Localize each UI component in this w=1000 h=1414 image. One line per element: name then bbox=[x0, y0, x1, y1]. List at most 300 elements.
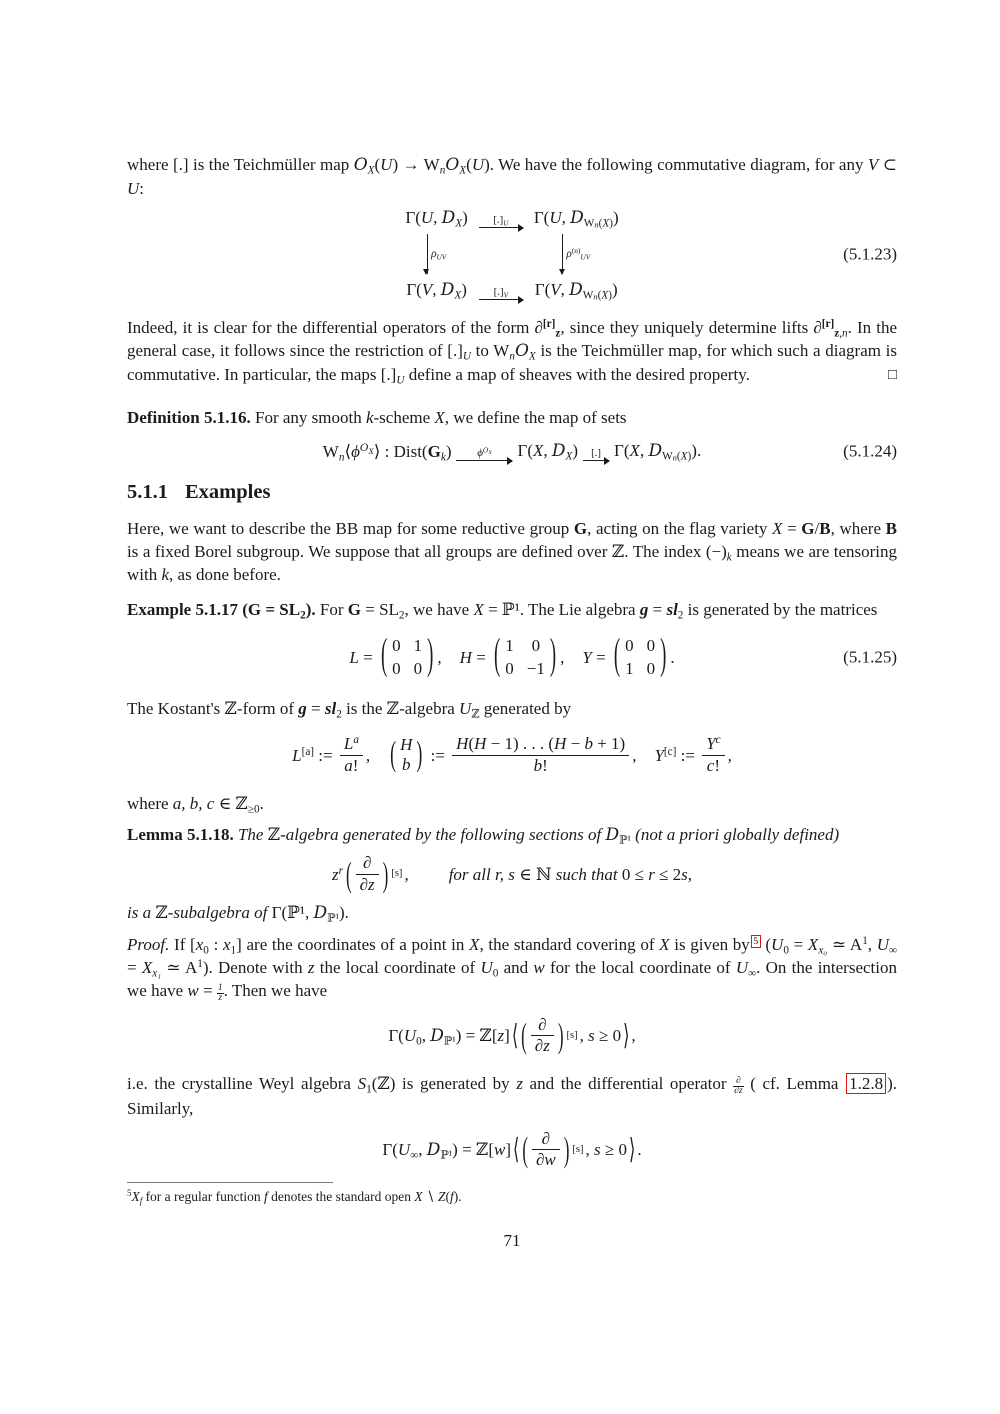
text-run: and the differential operator bbox=[522, 1073, 734, 1093]
text-run: X bbox=[601, 289, 609, 302]
text-run: ( bbox=[468, 734, 475, 754]
text-run: D bbox=[605, 825, 620, 845]
text-run: is a bbox=[127, 903, 156, 922]
comma bbox=[631, 1024, 635, 1047]
text-run: X bbox=[488, 449, 492, 456]
text-run: = bbox=[782, 519, 802, 538]
text-run: a, b, c bbox=[172, 794, 215, 813]
arrow-label bbox=[493, 214, 508, 227]
text-run: ≤ 2 bbox=[654, 864, 682, 884]
text-run: the local coordinate of bbox=[314, 958, 481, 977]
text-run: ∂ bbox=[538, 1014, 547, 1034]
text-run: r, s bbox=[495, 864, 515, 884]
text-run: n bbox=[509, 350, 515, 363]
left-paren: ( bbox=[380, 630, 388, 680]
text-run: UV bbox=[436, 251, 447, 261]
text-run: ! bbox=[352, 755, 359, 775]
text-run: , bbox=[421, 1025, 431, 1045]
text-run: V bbox=[503, 290, 508, 299]
text-run: W bbox=[662, 450, 673, 463]
text-run: Γ( bbox=[405, 208, 421, 227]
text-run: z bbox=[543, 1036, 550, 1056]
text-run: L bbox=[292, 745, 302, 765]
text-run: r bbox=[338, 864, 343, 877]
text-run: c bbox=[715, 733, 721, 746]
text-run: ) bbox=[687, 450, 692, 463]
comma bbox=[366, 744, 370, 767]
text-run: such that bbox=[555, 864, 622, 884]
matrix-cells bbox=[389, 634, 425, 680]
text-run: Y bbox=[706, 734, 716, 754]
text-run: ) bbox=[461, 280, 467, 299]
text-run: b bbox=[533, 755, 543, 775]
arrow-label bbox=[431, 243, 446, 266]
text-run: , bbox=[418, 1139, 427, 1159]
text-run: G bbox=[801, 519, 815, 538]
arrow-right-bottom bbox=[479, 286, 523, 301]
text-run: U bbox=[771, 935, 784, 954]
text-run: G bbox=[347, 600, 361, 619]
text-run: B bbox=[885, 519, 897, 538]
binomial-H-b bbox=[388, 735, 424, 775]
text-run: X bbox=[414, 1188, 423, 1204]
lemma-body bbox=[233, 825, 840, 847]
equation-number: (5.1.25) bbox=[843, 647, 897, 667]
equation-text bbox=[614, 439, 701, 463]
text-run: = bbox=[788, 935, 808, 954]
text-run: ! bbox=[714, 755, 721, 775]
text-run: is generated by the matrices bbox=[683, 600, 878, 619]
text-run: -algebra generated by the following sections of bbox=[280, 825, 606, 844]
text-run: g bbox=[639, 600, 649, 619]
denominator bbox=[702, 755, 724, 776]
arrow-teichmuller bbox=[583, 447, 609, 462]
text-run: ℙ¹ bbox=[619, 834, 631, 847]
text-run: ⟩ : Dist( bbox=[373, 441, 428, 461]
text-run: ≃ bbox=[827, 935, 850, 954]
text-run: sl bbox=[324, 699, 337, 718]
fraction bbox=[340, 734, 363, 776]
text-run: X bbox=[434, 408, 445, 427]
numerator bbox=[531, 1015, 554, 1035]
arrow-shaft bbox=[479, 299, 523, 300]
text-run: ) bbox=[572, 441, 579, 460]
text-run: w bbox=[544, 1150, 556, 1170]
text-run: X bbox=[772, 519, 783, 538]
arrow-down-right bbox=[562, 234, 563, 274]
arrow-shaft bbox=[479, 227, 523, 228]
text-run: ∂ bbox=[535, 1150, 545, 1170]
text-run: ∈ ℕ bbox=[514, 864, 556, 884]
arrow-down-left bbox=[427, 234, 428, 274]
text-run: U bbox=[480, 958, 493, 977]
text-run: 2 bbox=[300, 609, 306, 622]
text-run: U bbox=[420, 208, 434, 227]
separator: , bbox=[560, 647, 565, 667]
text-run: 5 bbox=[127, 1187, 132, 1198]
text-run: , the standard covering of bbox=[479, 935, 660, 954]
comma bbox=[728, 744, 732, 767]
text-run: X bbox=[469, 935, 480, 954]
text-run: For any smooth bbox=[250, 408, 366, 427]
text-run: ≃ bbox=[161, 958, 185, 977]
text-run: ( bbox=[676, 450, 681, 463]
lemma-label: Lemma 5.1.18. bbox=[127, 825, 234, 844]
text-run: ∞ bbox=[748, 967, 757, 980]
diagram-node-bottom-right bbox=[534, 278, 619, 302]
text-run: = bbox=[198, 981, 217, 1000]
text-run: is the ℤ-algebra bbox=[341, 699, 460, 718]
text-run: + 1) bbox=[592, 734, 626, 754]
denominator bbox=[452, 755, 629, 776]
footnote-rule bbox=[127, 1182, 333, 1183]
equation-gamma-u0: $\Gamma(U_0$, $D_{ℙ^1}$) = ℤ[z] ⟨ ( ∂ ∂z ) [s] , s ≥ 0 ⟩ , bbox=[388, 1014, 636, 1056]
binomial-stack bbox=[398, 735, 414, 775]
text-run: ( bbox=[597, 289, 602, 302]
arrow-right-top bbox=[479, 214, 523, 229]
text-run: = SL bbox=[360, 600, 399, 619]
equation-text bbox=[580, 1024, 621, 1047]
matrix-cell: −1 bbox=[526, 659, 545, 678]
right-paren: ) bbox=[382, 854, 389, 894]
text-run: , we have bbox=[404, 600, 474, 619]
text-run: D bbox=[430, 1025, 444, 1046]
text-run: 0 bbox=[416, 1035, 422, 1048]
text-run: (ℤ) is generated by bbox=[371, 1073, 517, 1093]
text-run: X bbox=[532, 441, 544, 460]
subsection-number: 5.1.1 bbox=[127, 481, 168, 503]
arrow-label bbox=[494, 286, 508, 299]
text-run: ∂ bbox=[534, 318, 543, 337]
arrow-phi bbox=[456, 447, 512, 462]
text-run: = bbox=[306, 699, 325, 718]
text-run: ] are the coordinates of a point in bbox=[236, 935, 470, 954]
fraction bbox=[531, 1015, 554, 1057]
text-run: ) bbox=[612, 208, 619, 227]
text-run: ∂ bbox=[362, 853, 372, 873]
text-run: and bbox=[498, 958, 534, 977]
text-run: ℤ bbox=[155, 903, 168, 922]
text-run: ). bbox=[338, 903, 349, 922]
text-run: , bbox=[365, 745, 371, 765]
condition-text bbox=[449, 863, 692, 886]
text-run: UV bbox=[580, 251, 591, 261]
text-run: ). bbox=[691, 441, 702, 460]
text-run: X bbox=[141, 958, 153, 977]
text-run: Proof. bbox=[127, 935, 170, 954]
equation-text bbox=[517, 439, 578, 463]
text-run: a bbox=[344, 755, 353, 775]
right-paren: ) bbox=[660, 630, 667, 680]
right-paren: ) bbox=[416, 733, 423, 773]
equation-text bbox=[426, 744, 449, 767]
text-run: s bbox=[594, 1140, 601, 1160]
text-run: generated by bbox=[479, 699, 572, 718]
text-run: is given by bbox=[669, 935, 750, 954]
text-run: x₀ bbox=[818, 944, 828, 957]
text-run: ( bbox=[760, 935, 772, 954]
text-run: ≥ 0 bbox=[600, 1140, 627, 1160]
text-run: , bbox=[560, 280, 570, 299]
text-run: X bbox=[454, 289, 462, 302]
text-run: ). bbox=[453, 1188, 462, 1204]
text-run: n bbox=[672, 452, 677, 463]
text-run: k bbox=[726, 551, 732, 564]
text-run: (not a priori globally defined) bbox=[630, 825, 840, 844]
period: . bbox=[670, 647, 675, 667]
text-run: W bbox=[322, 441, 339, 461]
text-run: ] bbox=[505, 1139, 511, 1159]
text-run: Γ( bbox=[534, 280, 551, 299]
text-run: L bbox=[343, 734, 354, 754]
numerator bbox=[702, 734, 724, 754]
text-run: W bbox=[582, 289, 594, 302]
text-run: ). bbox=[305, 600, 316, 619]
numerator bbox=[452, 734, 629, 754]
equation-5-1-25 bbox=[127, 629, 897, 685]
text-run: [r] bbox=[542, 317, 556, 330]
matrix-name bbox=[349, 646, 377, 669]
left-angle-bracket: ⟨ bbox=[511, 1018, 519, 1052]
paragraph-lemma bbox=[127, 823, 897, 847]
text-run: ) bbox=[445, 441, 452, 461]
text-run: [.] bbox=[493, 285, 504, 298]
qed-tombstone: □ bbox=[887, 367, 897, 383]
footnote bbox=[127, 1188, 897, 1205]
right-paren: ) bbox=[557, 1016, 564, 1056]
text-run: : bbox=[139, 179, 145, 198]
text-run: U bbox=[549, 208, 562, 227]
text-run: [.] bbox=[591, 446, 602, 459]
text-run: For bbox=[315, 600, 348, 619]
text-run: Γ(ℙ¹, bbox=[271, 903, 314, 922]
text-run: , bbox=[867, 935, 877, 954]
text-run: 0 ≤ bbox=[621, 864, 649, 884]
diagram-left-column bbox=[405, 230, 467, 278]
text-run: means we are tensoring with bbox=[127, 542, 897, 584]
text-run: 1 bbox=[230, 944, 237, 957]
paragraph-kostant bbox=[127, 697, 897, 720]
paragraph-where bbox=[127, 792, 897, 815]
matrix-H bbox=[492, 630, 558, 680]
text-run: , bbox=[585, 1140, 595, 1160]
text-run: s bbox=[588, 1026, 595, 1046]
matrix-cell: 1 bbox=[413, 636, 423, 655]
text-run: (n) bbox=[571, 245, 581, 255]
text-run: H bbox=[459, 647, 472, 667]
text-run: V bbox=[550, 280, 561, 299]
text-run: k bbox=[440, 451, 446, 464]
text-run: L bbox=[349, 647, 359, 667]
text-run: , bbox=[839, 327, 842, 340]
text-run: w bbox=[493, 1139, 506, 1159]
arrow-label bbox=[591, 447, 601, 460]
text-run: X bbox=[602, 217, 610, 230]
definition-body bbox=[251, 408, 627, 427]
period bbox=[637, 1138, 641, 1161]
ref-link[interactable]: 1.2.8 bbox=[846, 1073, 886, 1094]
text-run: [a] bbox=[301, 745, 315, 758]
matrix-cell: 0 bbox=[531, 636, 541, 655]
text-run: [c] bbox=[663, 745, 677, 758]
text-run: D bbox=[569, 280, 583, 300]
text-run: 0 bbox=[492, 967, 499, 980]
equation-text bbox=[323, 440, 452, 463]
arrow-shaft bbox=[456, 460, 512, 461]
matrix-cell: 0 bbox=[392, 636, 401, 655]
text-run: U bbox=[735, 958, 749, 977]
page-number: 71 bbox=[503, 1230, 521, 1250]
equation-5-1-24 bbox=[127, 439, 897, 463]
text-run: b bbox=[584, 734, 593, 754]
text-run: w bbox=[187, 981, 199, 1000]
text-run: c bbox=[706, 755, 715, 775]
text-run: X bbox=[459, 164, 467, 177]
text-run: for the local coordinate of bbox=[544, 958, 736, 977]
left-paren: ( bbox=[522, 1130, 528, 1170]
text-run: Γ( bbox=[388, 1025, 404, 1045]
text-run: ) bbox=[462, 208, 468, 227]
text-run: X bbox=[131, 1188, 140, 1204]
text-run: denotes the standard open bbox=[267, 1188, 415, 1204]
text-run: X bbox=[455, 217, 463, 230]
text-run: X bbox=[680, 450, 688, 463]
text-run: n bbox=[593, 291, 598, 302]
text-run: , bbox=[639, 441, 649, 460]
text-run: for a regular function bbox=[142, 1188, 265, 1204]
text-run: − bbox=[566, 734, 585, 754]
matrix-cell: 0 bbox=[413, 659, 423, 678]
text-run: , bbox=[727, 745, 732, 765]
text-run: where bbox=[127, 794, 173, 813]
text-run: w bbox=[533, 958, 545, 977]
text-run: X bbox=[807, 935, 819, 954]
text-run: D bbox=[440, 280, 455, 300]
text-run: X bbox=[565, 450, 573, 463]
text-run: for all bbox=[448, 864, 495, 884]
arrow-shaft bbox=[583, 460, 609, 461]
text-run: x bbox=[222, 935, 231, 954]
text-run: = bbox=[127, 958, 142, 977]
text-run: Γ( bbox=[382, 1139, 398, 1159]
text-run: . bbox=[637, 1140, 642, 1160]
text-run: U bbox=[396, 374, 405, 387]
denominator bbox=[532, 1149, 560, 1170]
text-run: ℙ¹ bbox=[440, 1149, 453, 1162]
text-run: , bbox=[631, 1026, 636, 1046]
equation-text bbox=[388, 1024, 509, 1048]
fraction bbox=[532, 1129, 560, 1171]
text-run: U bbox=[471, 155, 485, 174]
equation-text bbox=[292, 744, 337, 767]
text-run: ). We have the following commutative diagram, for any bbox=[484, 155, 868, 174]
text-run: ∂ bbox=[813, 318, 822, 337]
paragraph-definition bbox=[127, 406, 897, 429]
text-run: f bbox=[139, 1195, 143, 1206]
equation-5-1-23 bbox=[127, 206, 897, 302]
text-run: A bbox=[849, 935, 863, 954]
text-run: O bbox=[359, 441, 369, 454]
text-run: f bbox=[264, 1188, 268, 1204]
left-angle-bracket: ⟨ bbox=[513, 1131, 520, 1166]
right-angle-bracket: ⟩ bbox=[623, 1018, 630, 1052]
text-run: Here, we want to describe the BB map for some reductive group bbox=[127, 519, 574, 538]
matrix-cell: 1 bbox=[625, 659, 634, 678]
text-run: x bbox=[195, 935, 204, 954]
right-paren: ) bbox=[563, 1130, 570, 1170]
text-run: ! bbox=[542, 755, 548, 775]
subsection-heading bbox=[127, 479, 897, 505]
text-run: The bbox=[233, 825, 268, 844]
binomial-bottom: b bbox=[402, 755, 411, 774]
text-run: ( bbox=[445, 1188, 450, 1204]
commutative-diagram bbox=[405, 206, 618, 302]
text-run: ) = ℤ[ bbox=[452, 1139, 494, 1159]
text-run: . bbox=[259, 794, 264, 813]
text-run: z bbox=[497, 1025, 505, 1045]
denominator bbox=[340, 755, 363, 776]
text-run: X bbox=[368, 445, 374, 456]
text-run: ∈ ℤ bbox=[214, 794, 248, 813]
text-run: , since they uniquely determine lifts bbox=[560, 318, 814, 337]
text-run: ρ bbox=[431, 247, 437, 260]
text-run: U bbox=[403, 1025, 417, 1045]
text-run: Γ( bbox=[517, 441, 533, 460]
footnote-marker[interactable]: 5 bbox=[751, 935, 761, 948]
paragraph-lemma-end bbox=[127, 901, 897, 925]
matrix-cell: 0 bbox=[392, 659, 401, 678]
matrix-cells bbox=[622, 634, 658, 680]
text-run: ) bbox=[608, 289, 612, 302]
numerator bbox=[340, 734, 363, 754]
text-run: X bbox=[473, 600, 484, 619]
text-run: k bbox=[365, 408, 374, 427]
text-run: where [.] is the Teichmüller map bbox=[127, 155, 354, 174]
matrix-cells bbox=[502, 634, 548, 680]
text-run: H bbox=[554, 734, 567, 754]
text-run: sl bbox=[666, 600, 678, 619]
text-run: / bbox=[814, 519, 820, 538]
text-run: , bbox=[687, 864, 693, 884]
text-run: z bbox=[331, 864, 339, 884]
text-run: D bbox=[648, 441, 663, 461]
text-run: . On the intersection we have bbox=[127, 958, 897, 1000]
binomial-top: H bbox=[400, 735, 413, 754]
left-paren: ( bbox=[613, 630, 621, 680]
text-run: A bbox=[184, 958, 198, 977]
text-run: ℤ bbox=[471, 708, 480, 721]
matrix-cell: 1 bbox=[505, 636, 514, 655]
separator: , bbox=[437, 647, 442, 667]
text-run: ∂ ∂z bbox=[734, 1075, 743, 1097]
text-run: ∞ bbox=[889, 944, 898, 957]
paragraph-indeed bbox=[127, 316, 897, 386]
example-body bbox=[315, 600, 878, 622]
text-run: The Kostant's ℤ-form of bbox=[127, 699, 299, 718]
text-run: H bbox=[474, 734, 487, 754]
text-run: z bbox=[516, 1073, 523, 1093]
text-run: ∂ bbox=[534, 1036, 544, 1056]
text-run: r bbox=[648, 864, 655, 884]
fraction bbox=[356, 853, 379, 895]
text-run: ). Similarly, bbox=[127, 1073, 898, 1118]
right-angle-bracket: ⟩ bbox=[629, 1131, 636, 1166]
text-run: 1 bbox=[366, 1083, 372, 1096]
text-run: is the Teichmüller map, for which such a diagram is commutative. In particular, the maps [.] bbox=[127, 341, 897, 384]
text-run: U bbox=[397, 1139, 411, 1159]
text-run: B bbox=[819, 519, 831, 538]
matrix-cell: 0 bbox=[625, 636, 634, 655]
